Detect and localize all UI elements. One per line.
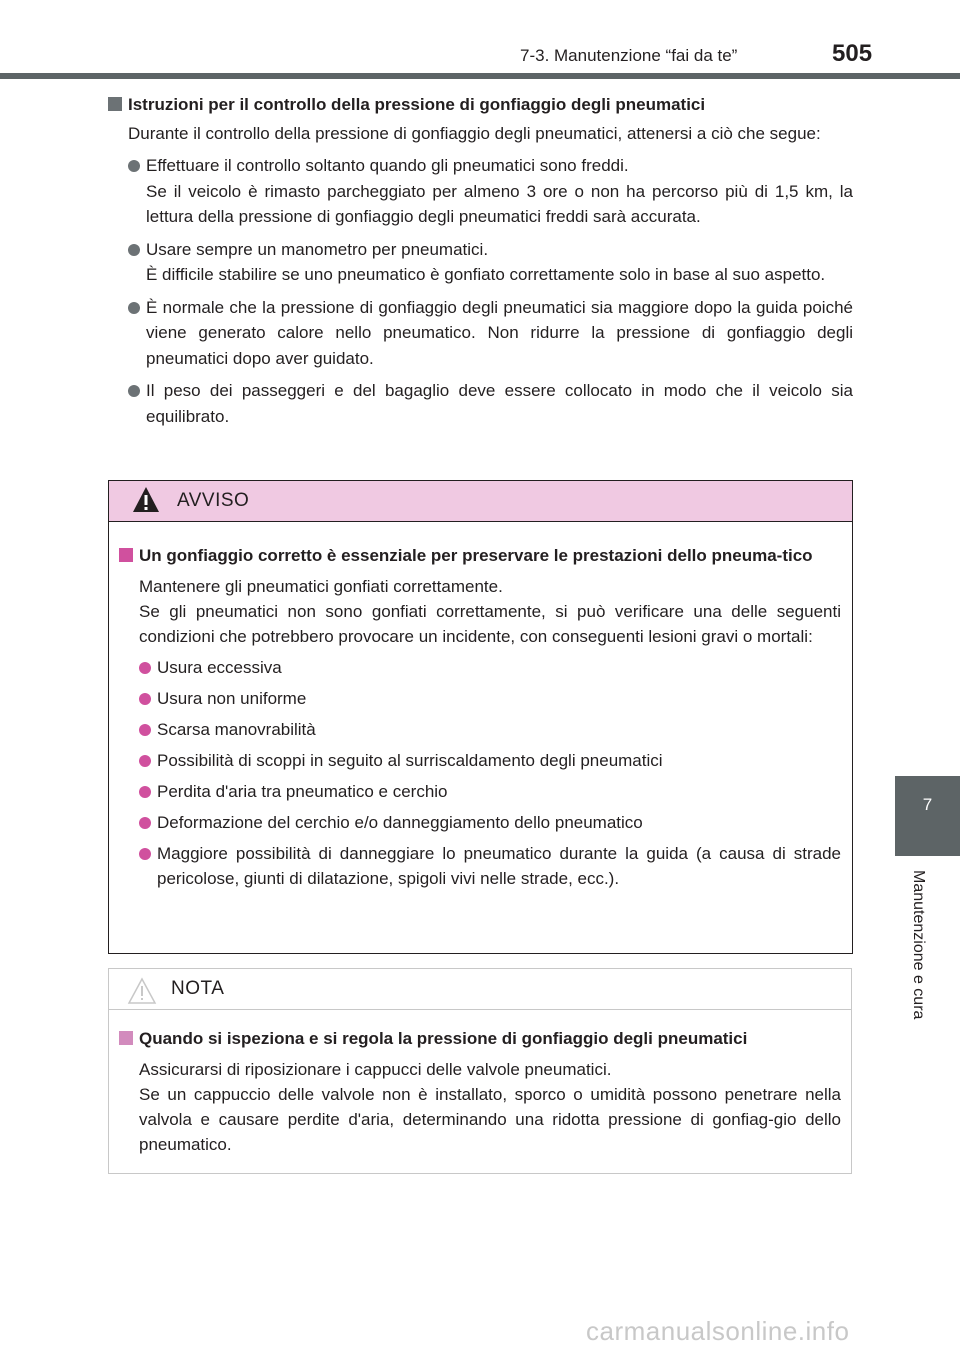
list-item: [108, 378, 853, 429]
list-item-text: Usura non uniforme: [157, 689, 307, 708]
page-number: 505: [832, 40, 873, 67]
note-body: [119, 1026, 841, 1157]
list-item-text: Deformazione del cerchio e/o danneggiamento dello pneumatico: [157, 813, 643, 832]
list-item: [108, 237, 853, 288]
warning-heading-text: Un gonfiaggio corretto è essenziale per preservare le prestazioni dello pneuma-tico: [139, 546, 813, 565]
main-content: [108, 92, 853, 429]
list-item: [119, 810, 841, 835]
round-bullet-icon: [139, 693, 151, 705]
note-heading-text: Quando si ispeziona e si regola la pressione di gonfiaggio degli pneumatici: [139, 1029, 748, 1048]
heading-text: Istruzioni per il controllo della pressione di gonfiaggio degli pneumatici: [128, 95, 706, 114]
header-rule: [0, 73, 960, 79]
section-title: 7-3. Manutenzione “fai da te”: [520, 46, 738, 65]
round-bullet-icon: [139, 786, 151, 798]
page-header: [0, 0, 960, 80]
note-paragraph: Se un cappuccio delle valvole non è installato, sporco o umidità possono penetrare nella valvola e causare perdite d'aria, determinando una ridotta pressione di gonfiag-gio dello pneumatico.: [139, 1085, 841, 1154]
warning-title: AVVISO: [177, 490, 250, 511]
round-bullet-icon: [139, 848, 151, 860]
bullet-line: Se il veicolo è rimasto parcheggiato per almeno 3 ore o non ha percorso più di 1,5 km, la lettura della pressione di gonfiaggio degli pneumatici freddi sarà accurata.: [146, 181, 853, 226]
warning-box: [108, 480, 853, 954]
warning-heading: [119, 543, 841, 568]
note-paragraph: Assicurarsi di riposizionare i cappucci delle valvole pneumatici.: [139, 1060, 612, 1079]
round-bullet-icon: [139, 817, 151, 829]
note-box: [108, 968, 852, 1174]
list-item-text: Perdita d'aria tra pneumatico e cerchio: [157, 782, 448, 801]
watermark[interactable]: carmanualsonline.info: [586, 1316, 850, 1346]
list-item: [119, 748, 841, 773]
caution-triangle-icon: [127, 977, 157, 1005]
list-item: [108, 295, 853, 372]
round-bullet-icon: [128, 160, 140, 172]
note-heading: [119, 1026, 841, 1051]
chapter-title-vertical: [910, 870, 940, 1055]
round-bullet-icon: [139, 724, 151, 736]
round-bullet-icon: [128, 302, 140, 314]
round-bullet-icon: [128, 244, 140, 256]
chapter-number: 7: [922, 795, 933, 814]
square-bullet-icon: [119, 548, 133, 562]
bullet-line: Usare sempre un manometro per pneumatici.: [146, 239, 489, 259]
list-item: [119, 841, 841, 891]
list-item: [119, 686, 841, 711]
section-heading: [108, 92, 853, 117]
list-item: [119, 655, 841, 680]
round-bullet-icon: [128, 385, 140, 397]
warning-paragraph: Mantenere gli pneumatici gonfiati correttamente.: [139, 577, 503, 596]
list-item-text: Possibilità di scoppi in seguito al surriscaldamento degli pneumatici: [157, 751, 663, 770]
warning-paragraph: Se gli pneumatici non sono gonfiati correttamente, si può verificare una delle seguenti condizioni che potrebbero provocare un incidente, con conseguenti lesioni gravi o mortali:: [139, 602, 841, 646]
list-item: [108, 153, 853, 230]
list-item-text: Usura eccessiva: [157, 658, 282, 677]
warning-triangle-icon: [131, 485, 161, 515]
list-item-text: Scarsa manovrabilità: [157, 720, 316, 739]
list-item-text: Maggiore possibilità di danneggiare lo pneumatico durante la guida (a causa di strade pericolose, giunti di dilatazione, spigoli vivi nelle strade, ecc.).: [157, 844, 841, 888]
square-bullet-icon: [108, 97, 122, 111]
bullet-line: È difficile stabilire se uno pneumatico è gonfiato correttamente solo in base al suo aspetto.: [146, 265, 826, 284]
bullet-line: Il peso dei passeggeri e del bagaglio deve essere collocato in modo che il veicolo sia equilibrato.: [146, 381, 853, 426]
intro-paragraph: Durante il controllo della pressione di gonfiaggio degli pneumatici, attenersi a ciò che segue:: [128, 124, 821, 143]
round-bullet-icon: [139, 662, 151, 674]
list-item: [119, 717, 841, 742]
square-bullet-icon: [119, 1031, 133, 1045]
note-title: NOTA: [171, 978, 225, 999]
warning-body: [119, 543, 841, 891]
chapter-tab[interactable]: [895, 776, 960, 856]
chapter-title: Manutenzione e cura: [910, 870, 927, 1020]
bullet-line: Effettuare il controllo soltanto quando gli pneumatici sono freddi.: [146, 156, 629, 175]
list-item: [119, 779, 841, 804]
note-title-bar: [109, 969, 851, 1010]
round-bullet-icon: [139, 755, 151, 767]
bullet-line: È normale che la pressione di gonfiaggio degli pneumatici sia maggiore dopo la guida poiché viene generato calore nello pneumatico. Non ridurre la pressione di gonfiaggio degli pneumatici dopo aver guidato.: [146, 297, 853, 368]
warning-title-bar: [109, 481, 852, 522]
